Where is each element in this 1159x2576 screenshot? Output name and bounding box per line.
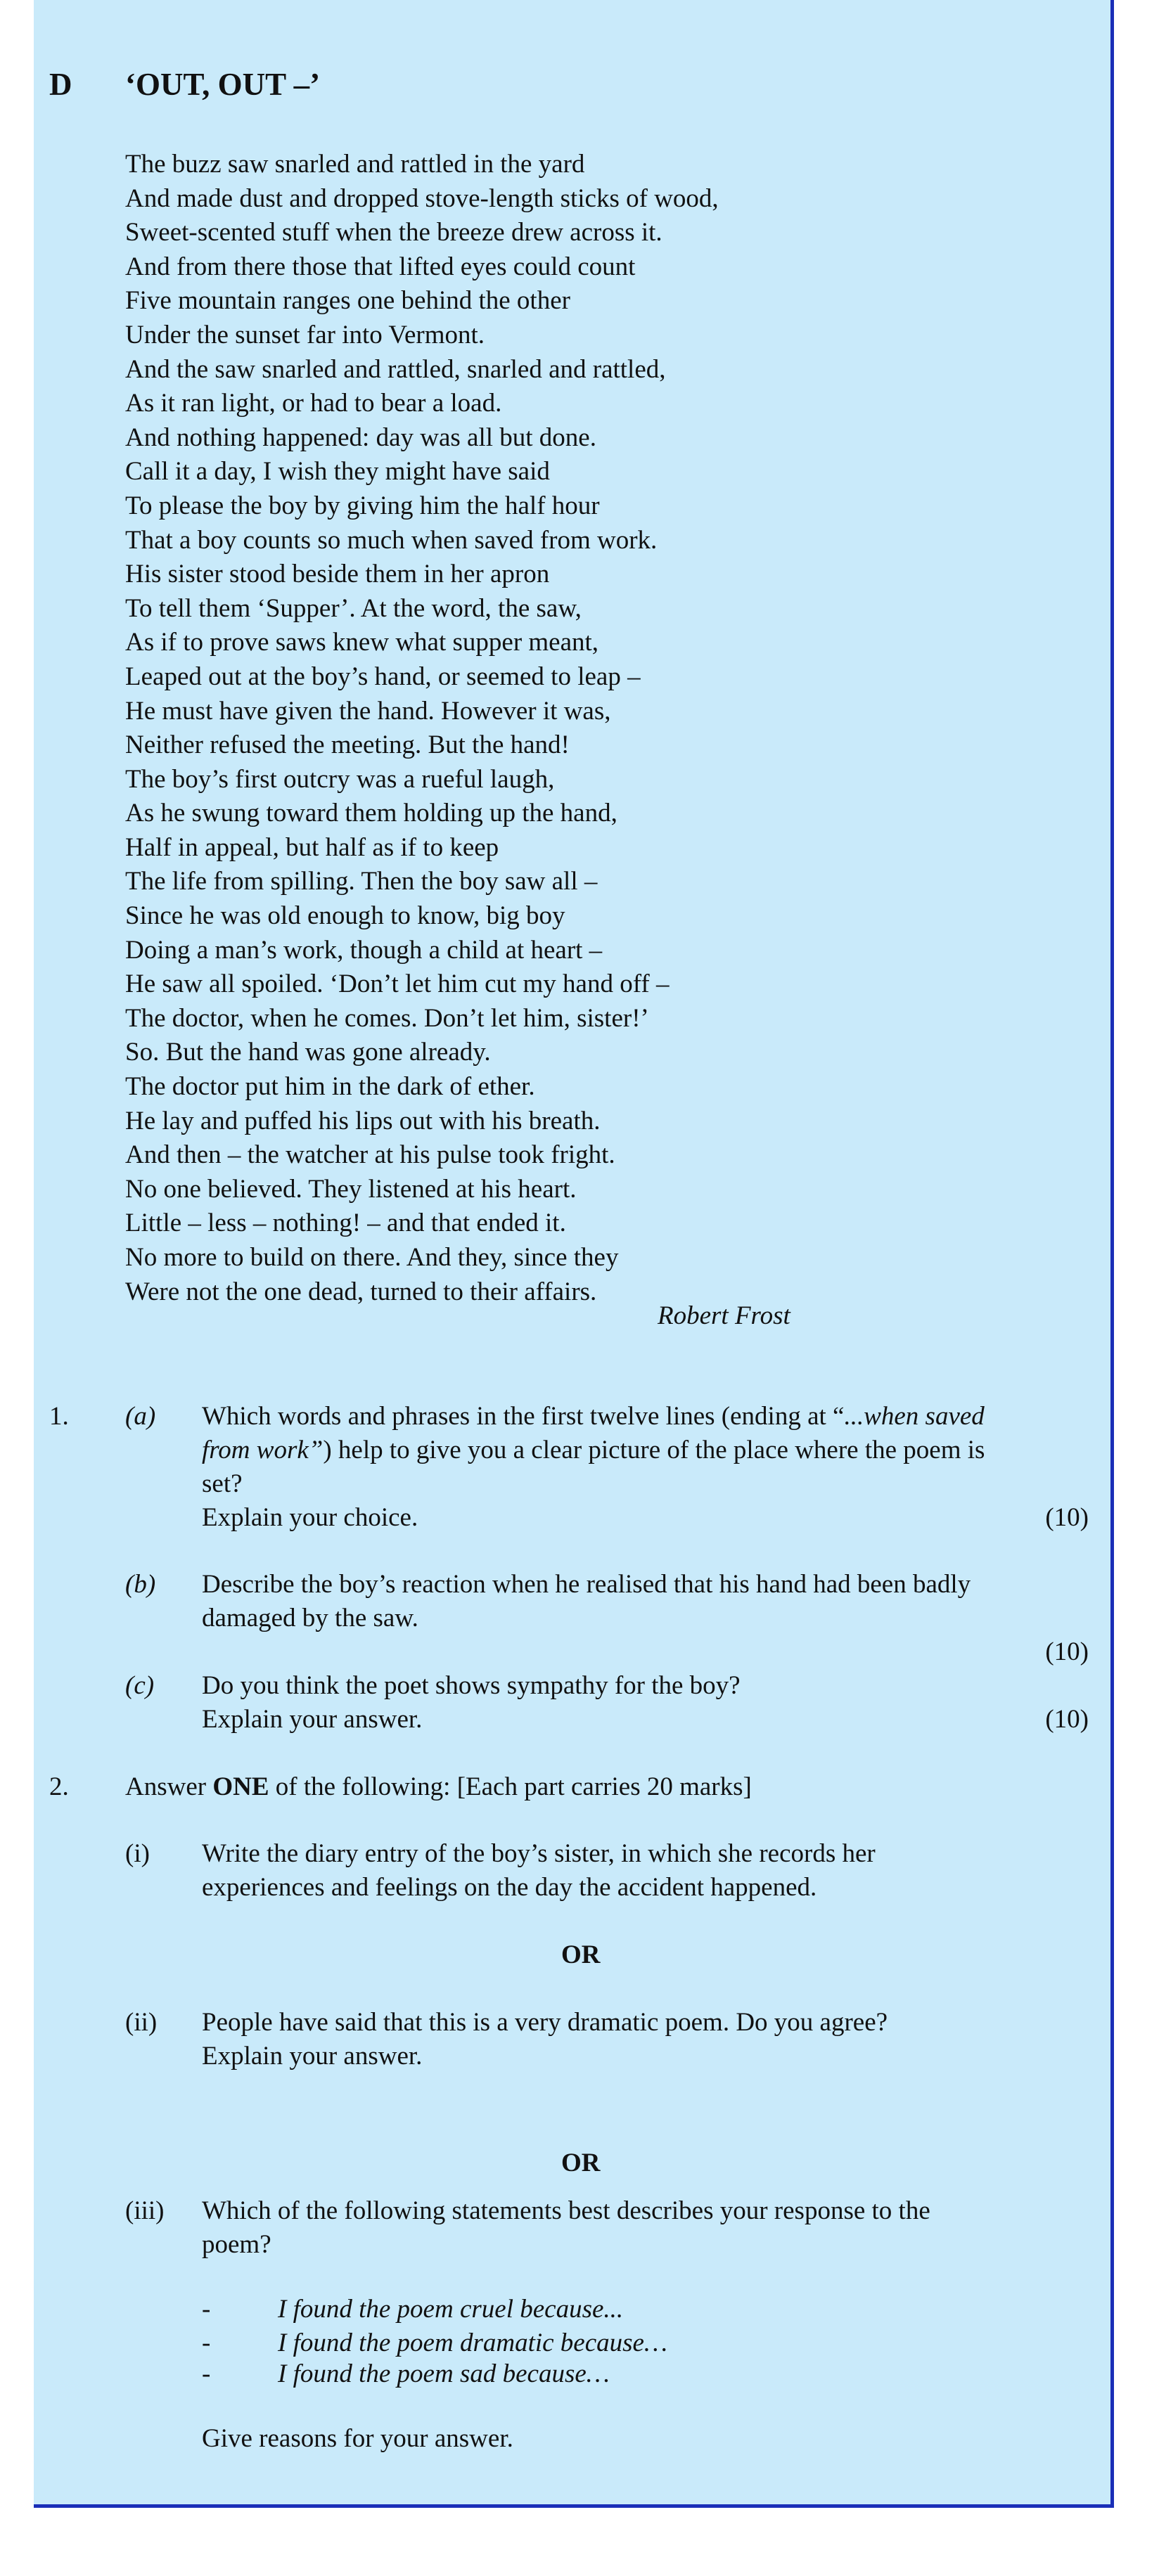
option-dash: - bbox=[202, 2359, 211, 2388]
poem-line: As he swung toward them holding up the hand, bbox=[125, 799, 617, 828]
poem-line: He lay and puffed his lips out with his breath. bbox=[125, 1106, 601, 1135]
poem-line: Since he was old enough to know, big boy bbox=[125, 901, 565, 931]
option-text: I found the poem dramatic because… bbox=[278, 2329, 667, 2357]
q1a-label: (a) bbox=[125, 1402, 156, 1431]
poem-line: And then – the watcher at his pulse took fright. bbox=[125, 1140, 615, 1170]
poem-line: The doctor put him in the dark of ether. bbox=[125, 1072, 535, 1102]
q1b-line2: damaged by the saw. bbox=[202, 1604, 418, 1632]
q2ii-line1: People have said that this is a very dramatic poem. Do you agree? bbox=[202, 2008, 888, 2037]
q1a-line4: Explain your choice. bbox=[202, 1503, 418, 1532]
or-separator-1: OR bbox=[561, 1940, 601, 1969]
poem-line: Were not the one dead, turned to their affairs. bbox=[125, 1277, 597, 1306]
q2iii-line2: poem? bbox=[202, 2230, 271, 2259]
q1b-marks: (10) bbox=[1045, 1637, 1089, 1666]
q2iii-label: (iii) bbox=[125, 2196, 165, 2225]
poem-line: Doing a man’s work, though a child at heart – bbox=[125, 935, 603, 965]
poem-line: As it ran light, or had to bear a load. bbox=[125, 389, 502, 418]
q2iii-closing: Give reasons for your answer. bbox=[202, 2424, 513, 2453]
q2-intro: Answer ONE of the following: [Each part carries 20 marks] bbox=[125, 1772, 752, 1801]
q2i-line2: experiences and feelings on the day the accident happened. bbox=[202, 1873, 817, 1902]
q1a-marks: (10) bbox=[1045, 1503, 1089, 1532]
poem-line: He must have given the hand. However it was, bbox=[125, 696, 611, 726]
poem-line: Little – less – nothing! – and that ended it. bbox=[125, 1209, 566, 1238]
section-letter: D bbox=[49, 67, 72, 102]
q2iii-line1: Which of the following statements best describes your response to the bbox=[202, 2196, 930, 2225]
poem-line: The boy’s first outcry was a rueful laugh, bbox=[125, 764, 555, 794]
poem-line: Sweet-scented stuff when the breeze drew across it. bbox=[125, 218, 662, 247]
poem-line: No more to build on there. And they, since they bbox=[125, 1243, 619, 1272]
poem-title: ‘OUT, OUT –’ bbox=[125, 67, 321, 102]
poem-line: And the saw snarled and rattled, snarled and rattled, bbox=[125, 354, 666, 384]
poem-line: The buzz saw snarled and rattled in the yard bbox=[125, 150, 585, 179]
q1-number: 1. bbox=[49, 1402, 69, 1431]
poem-line: Half in appeal, but half as if to keep bbox=[125, 832, 499, 862]
q2ii-label: (ii) bbox=[125, 2008, 158, 2037]
q2i-line1: Write the diary entry of the boy’s sister, in which she records her bbox=[202, 1839, 876, 1868]
poem-line: He saw all spoiled. ‘Don’t let him cut my hand off – bbox=[125, 970, 670, 999]
poem-line: So. But the hand was gone already. bbox=[125, 1038, 491, 1067]
q2i-label: (i) bbox=[125, 1839, 150, 1868]
poem-text bbox=[125, 148, 719, 1309]
q2-number: 2. bbox=[49, 1772, 69, 1801]
q1b-line1: Describe the boy’s reaction when he realised that his hand had been badly bbox=[202, 1570, 971, 1599]
poem-line: His sister stood beside them in her apron bbox=[125, 560, 550, 589]
q1a-line3: set? bbox=[202, 1469, 243, 1498]
poem-line: The life from spilling. Then the boy saw all – bbox=[125, 867, 598, 896]
poem-line: And made dust and dropped stove-length sticks of wood, bbox=[125, 183, 719, 213]
q1c-line2: Explain your answer. bbox=[202, 1705, 423, 1734]
option-dash: - bbox=[202, 2329, 211, 2357]
q2ii-line2: Explain your answer. bbox=[202, 2042, 423, 2071]
poem-line: Under the sunset far into Vermont. bbox=[125, 320, 485, 349]
poem-line: That a boy counts so much when saved from work. bbox=[125, 525, 658, 555]
poem-line: To please the boy by giving him the half hour bbox=[125, 491, 600, 520]
q1a-line1: Which words and phrases in the first twelve lines (ending at “...when saved bbox=[202, 1402, 985, 1431]
or-separator-2: OR bbox=[561, 2149, 601, 2177]
poem-author: Robert Frost bbox=[658, 1301, 790, 1330]
q1c-label: (c) bbox=[125, 1671, 155, 1700]
q1a-line2: from work”) help to give you a clear picture of the place where the poem is bbox=[202, 1436, 985, 1464]
poem-line: Leaped out at the boy’s hand, or seemed to leap – bbox=[125, 662, 641, 691]
poem-line: Neither refused the meeting. But the hand! bbox=[125, 730, 570, 760]
poem-line: To tell them ‘Supper’. At the word, the saw, bbox=[125, 593, 582, 623]
q1c-marks: (10) bbox=[1045, 1705, 1089, 1734]
option-text: I found the poem sad because… bbox=[278, 2359, 610, 2388]
q1c-line1: Do you think the poet shows sympathy for the boy? bbox=[202, 1671, 741, 1700]
poem-line: As if to prove saws knew what supper meant, bbox=[125, 628, 599, 657]
option-dash: - bbox=[202, 2295, 211, 2324]
poem-line: And nothing happened: day was all but done. bbox=[125, 423, 596, 452]
q1b-label: (b) bbox=[125, 1570, 156, 1599]
poem-line: Five mountain ranges one behind the other bbox=[125, 286, 570, 316]
poem-line: And from there those that lifted eyes could count bbox=[125, 252, 636, 281]
poem-line: The doctor, when he comes. Don’t let him, sister!’ bbox=[125, 1003, 649, 1033]
poem-line: No one believed. They listened at his heart. bbox=[125, 1174, 577, 1204]
option-text: I found the poem cruel because... bbox=[278, 2295, 624, 2324]
poem-line: Call it a day, I wish they might have said bbox=[125, 457, 550, 487]
